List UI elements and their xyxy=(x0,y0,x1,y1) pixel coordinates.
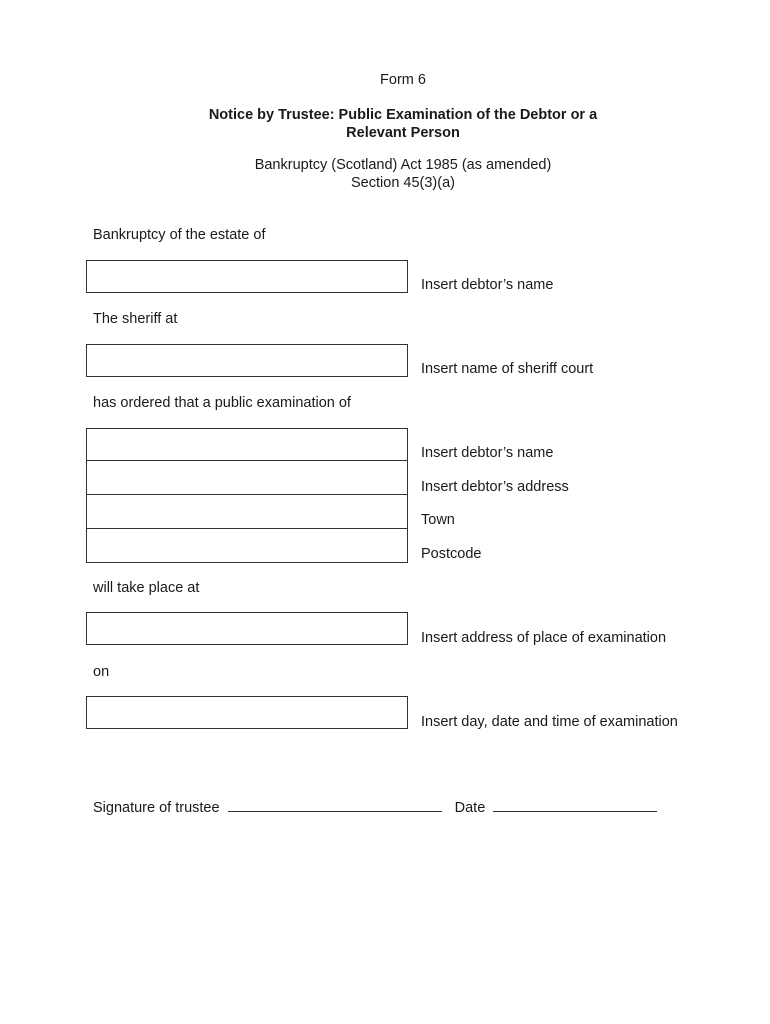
debtor-name-field[interactable] xyxy=(86,260,408,293)
sheriff-court-field[interactable] xyxy=(86,344,408,377)
town-hint: Town xyxy=(421,512,455,528)
debtor-address-field[interactable] xyxy=(86,461,408,495)
form-number: Form 6 xyxy=(380,72,426,88)
debtor-address-hint: Insert debtor’s address xyxy=(421,479,569,495)
on-label: on xyxy=(93,664,110,680)
sheriff-court-hint: Insert name of sheriff court xyxy=(421,361,594,377)
exam-datetime-field[interactable] xyxy=(86,696,408,729)
exam-place-field[interactable] xyxy=(86,612,408,645)
exam-place-hint: Insert address of place of examination xyxy=(421,630,667,646)
date-label: Date xyxy=(454,800,486,816)
form-title-line-1: Notice by Trustee: Public Examination of the Debtor or a xyxy=(208,107,598,123)
signature-line[interactable] xyxy=(228,797,442,812)
exam-debtor-name-field[interactable] xyxy=(86,428,408,461)
debtor-name-hint: Insert debtor’s name xyxy=(421,277,554,293)
place-label: will take place at xyxy=(93,580,200,596)
postcode-field[interactable] xyxy=(86,529,408,563)
form-title-line-2: Relevant Person xyxy=(346,125,460,141)
sheriff-label: The sheriff at xyxy=(93,311,178,327)
signature-label: Signature of trustee xyxy=(93,800,220,816)
act-reference-line-1: Bankruptcy (Scotland) Act 1985 (as amended) xyxy=(254,157,552,173)
form-title xyxy=(0,106,770,142)
ordered-label: has ordered that a public examination of xyxy=(93,395,351,411)
act-reference xyxy=(0,156,770,192)
signature-row xyxy=(93,797,657,816)
estate-label: Bankruptcy of the estate of xyxy=(93,227,266,243)
exam-debtor-name-hint: Insert debtor’s name xyxy=(421,445,554,461)
act-reference-line-2: Section 45(3)(a) xyxy=(351,175,455,191)
postcode-hint: Postcode xyxy=(421,546,482,562)
date-line[interactable] xyxy=(493,797,657,812)
exam-datetime-hint: Insert day, date and time of examination xyxy=(421,714,678,730)
town-field[interactable] xyxy=(86,495,408,529)
